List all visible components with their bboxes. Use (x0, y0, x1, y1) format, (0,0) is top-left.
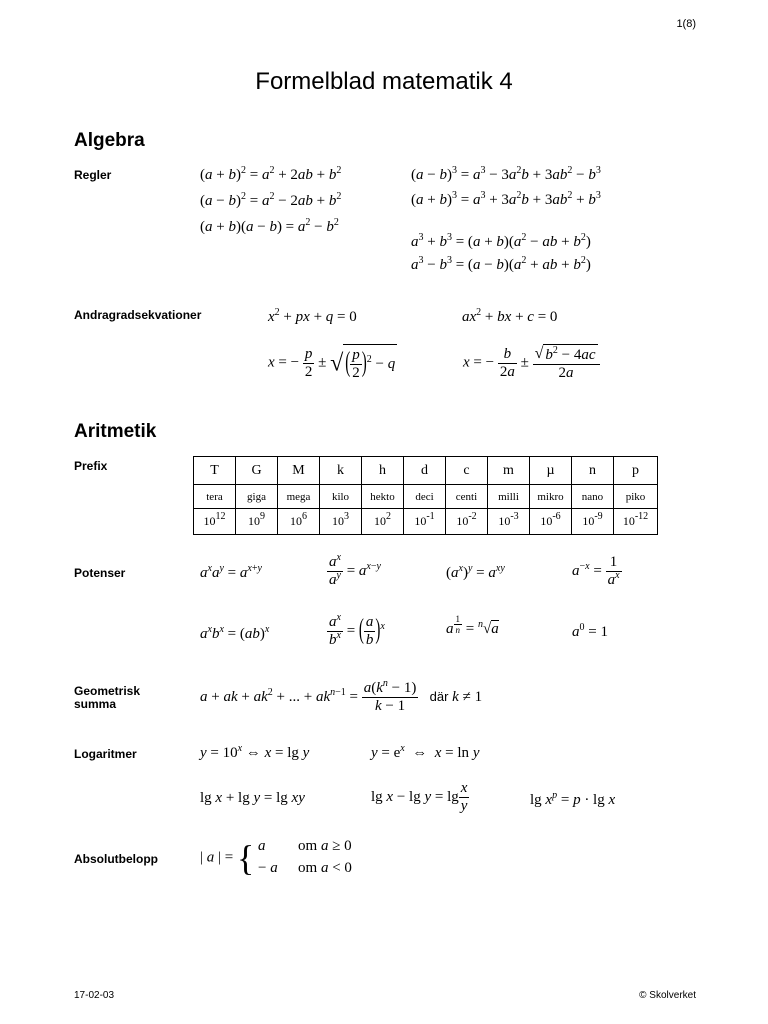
formula-abc-solution: x = − $\frac{b}{2a}$ ± $\frac{√ b^2 - 4ac}{2a}$ (463, 344, 600, 383)
prefix-symbol-cell: p (614, 457, 658, 485)
word-om: om (298, 838, 318, 854)
prefix-name-cell: milli (488, 485, 530, 509)
label-absolutbelopp: Absolutbelopp (74, 852, 158, 866)
formula-difference-of-cubes: $a^3 - b^3 = (a - b)(a^2$ + ab + $b^2$) (411, 255, 591, 273)
label-logaritmer: Logaritmer (74, 747, 137, 761)
formula-lg-power: $\lg x^p = p \cdot \lg x$ (530, 790, 616, 808)
formula-square-difference: $(a - b)^2 = a^2 - 2ab + b^2$ (200, 191, 342, 209)
prefix-symbol-cell: n (572, 457, 614, 485)
prefix-power-cell: $10^6$ (278, 509, 320, 535)
formula-pq-solution: x = − $\frac{p}{2}$ ± √ ( $\frac{p}{2}$ )$^2$ − q (268, 345, 396, 382)
formula-conjugate: $(a + b)(a - b) = a^2 - b^2$ (200, 217, 339, 235)
word-om: om (298, 859, 318, 876)
formula-square-sum: $(a + b)^2 = a^2 + 2ab + b^2$ (200, 165, 342, 183)
prefix-name-cell: mega (278, 485, 320, 509)
label-regler: Regler (74, 168, 112, 182)
prefix-name-cell: deci (404, 485, 446, 509)
formula-zero-exponent: $a^0 = 1$ (572, 622, 608, 640)
formula-root-exponent: a $^{\frac{1}{n}}$ = $^n$√a (446, 614, 499, 638)
prefix-power-cell: $10^{12}$ (194, 509, 236, 535)
formula-power-of-power: $(a^x)^y = a^{xy}$ (446, 563, 505, 581)
formula-quadratic-pq-form: $x^2$ + px + q = 0 (268, 307, 357, 325)
prefix-power-cell: $10^{-6}$ (530, 509, 572, 535)
prefix-symbol-cell: M (278, 457, 320, 485)
prefix-symbol-cell: µ (530, 457, 572, 485)
formula-sum-of-cubes: $a^3 + b^3 = (a + b)(a^2$ − ab + $b^2$) (411, 232, 591, 250)
footer-publisher: © Skolverket (639, 990, 696, 1001)
formula-geometric-sum: a + ak + $ak^2$ + ... + $ak^{n-1}$ = $\frac{a(k^n - 1)}{k - 1}$ där k ≠ 1 (200, 678, 483, 715)
prefix-name-cell: tera (194, 485, 236, 509)
prefix-power-cell: $10^{-12}$ (614, 509, 658, 535)
footer-date: 17-02-03 (74, 990, 115, 1001)
section-heading-algebra: Algebra (74, 130, 145, 151)
formula-lg-product: lg x + lg y = lg xy (200, 790, 305, 806)
prefix-power-cell: $10^3$ (320, 509, 362, 535)
prefix-symbol-cell: k (320, 457, 362, 485)
prefix-symbol-cell: h (362, 457, 404, 485)
label-prefix: Prefix (74, 459, 108, 473)
formula-power-product: $a^xa^y = a^{x+y}$ (200, 563, 262, 581)
label-summa: summa (74, 697, 117, 711)
label-potenser: Potenser (74, 566, 126, 580)
prefix-name-cell: centi (446, 485, 488, 509)
formula-ln-definition: $y = e^x$ ⇔ x = ln y (371, 743, 480, 761)
prefix-power-cell: $10^{-3}$ (488, 509, 530, 535)
prefix-symbol-cell: d (404, 457, 446, 485)
prefix-power-cell: $10^2$ (362, 509, 404, 535)
prefix-table (193, 456, 658, 535)
formula-power-quotient: $\frac{a^x}{a^y}$ = $a^{x-y}$ (329, 552, 381, 589)
prefix-power-cell: $10^{-9}$ (572, 509, 614, 535)
formula-lg-definition: $y = 10^x$ ⇔ x = lg y (200, 743, 310, 761)
prefix-name-cell: piko (614, 485, 658, 509)
prefix-name-cell: mikro (530, 485, 572, 509)
label-geometrisk: Geometrisk (74, 684, 141, 698)
prefix-symbol-cell: m (488, 457, 530, 485)
page-number: 1(8) (676, 18, 696, 30)
prefix-name-cell: kilo (320, 485, 362, 509)
formula-lg-quotient: lg x − lg y = lg $\frac{x}{y}$ (371, 780, 468, 815)
prefix-name-cell: giga (236, 485, 278, 509)
formula-quotient-same-exponent: $\frac{a^x}{b^x}$ = ( $\frac{a}{b}$ )$^x$ (329, 612, 385, 649)
prefix-name-cell: nano (572, 485, 614, 509)
prefix-power-cell: $10^{-1}$ (404, 509, 446, 535)
formula-absolute-value: | a | = { a om a ≥ 0 − a om a < 0 (200, 837, 352, 878)
prefix-name-cell: hekto (362, 485, 404, 509)
prefix-symbol-cell: c (446, 457, 488, 485)
formula-power-same-exponent: $a^xb^x = (ab)^x$ (200, 624, 270, 642)
formula-negative-exponent: $a^{-x}$ = $\frac{1}{a^x}$ (572, 554, 620, 589)
page-title: Formelblad matematik 4 (255, 68, 513, 95)
prefix-power-cell: $10^9$ (236, 509, 278, 535)
prefix-symbol-cell: G (236, 457, 278, 485)
label-andragradsekvationer: Andragradsekvationer (74, 308, 202, 322)
formula-cube-sum: $(a + b)^3 = a^3 + 3a^2b + 3ab^2 + b^3$ (411, 190, 601, 208)
section-heading-aritmetik: Aritmetik (74, 421, 157, 442)
word-dar: där (429, 689, 449, 705)
formula-quadratic-general-form: $ax^2$ + bx + c = 0 (462, 307, 558, 325)
prefix-power-cell: $10^{-2}$ (446, 509, 488, 535)
prefix-symbol-cell: T (194, 457, 236, 485)
formula-cube-difference: $(a - b)^3 = a^3 - 3a^2b + 3ab^2 - b^3$ (411, 165, 601, 183)
